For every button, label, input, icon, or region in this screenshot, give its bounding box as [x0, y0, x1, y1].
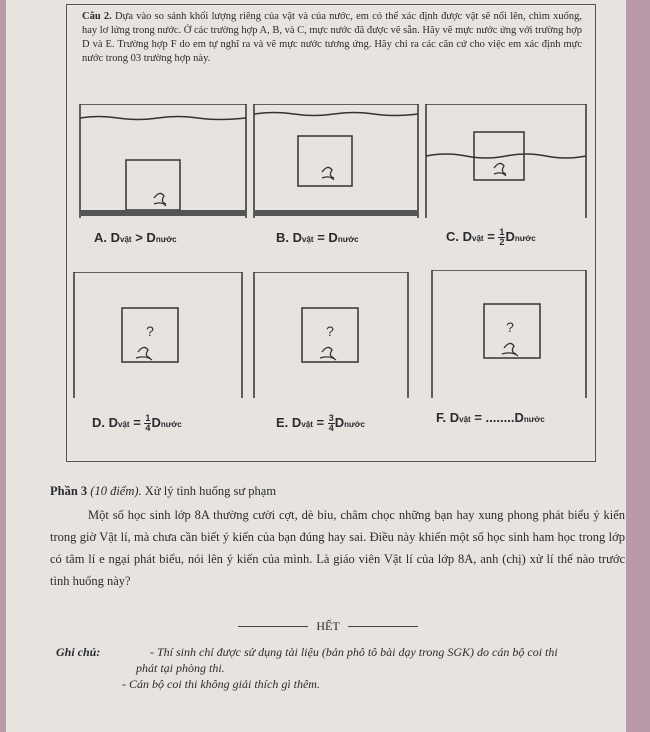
tank-f	[430, 270, 588, 398]
case-d-question-mark: ?	[146, 323, 154, 339]
part-3	[50, 480, 625, 592]
tank-b	[252, 104, 420, 218]
note-line-2: phát tại phòng thi.	[136, 661, 225, 675]
part-3-title: Phần 3	[50, 484, 88, 498]
label-case-c: C. Dvật = $\frac{1}{2}$ Dnước	[446, 227, 536, 247]
end-mark-text: HẾT	[316, 618, 340, 633]
question-2	[82, 10, 582, 66]
label-case-b: B. Dvật = Dnước	[276, 230, 359, 245]
exam-paper	[6, 0, 626, 732]
label-case-f: F. Dvật = ........Dnước	[436, 410, 545, 425]
question-2-number: Câu 2.	[82, 11, 112, 22]
label-case-e: E. Dvật = $\frac{3}{4}$ Dnước	[276, 413, 365, 433]
part-3-points: (10 điểm).	[90, 484, 142, 498]
note-line-3: - Cán bộ coi thi không giải thích gì thêm.	[122, 677, 320, 691]
part-3-body: Một số học sinh lớp 8A thường cười cợt, dè bỉu, châm chọc những bạn hay xung phong phát biểu ý kiến trong giờ Vật lí, mà chưa cần biết ý kiến của bạn đúng hay sai. Điều này khiến một số học sinh ham học trong lớp có tâm lí e ngại phát biểu, nói lên ý kiến của mình. Là giáo viên Vật lí của lớp 8A, anh (chị) xử lí thế nào trước tình huống này?	[50, 508, 625, 588]
tank-a	[78, 104, 248, 218]
tank-e	[252, 272, 410, 398]
note-label: Ghi chú:	[56, 645, 101, 659]
note-line-1: - Thí sinh chỉ được sử dụng tài liệu (bản phô tô bài dạy trong SGK) do cán bộ coi thi	[150, 645, 558, 659]
end-line-right	[348, 626, 418, 627]
end-line-left	[238, 626, 308, 627]
case-f-question-mark: ?	[506, 319, 514, 335]
tank-d	[72, 272, 244, 398]
case-e-question-mark: ?	[326, 323, 334, 339]
end-mark	[238, 616, 418, 636]
label-case-d: D. Dvật = $\frac{1}{4}$ Dnước	[92, 413, 182, 433]
question-2-text: Dựa vào so sánh khối lượng riêng của vật và của nước, em có thể xác định được vật sẽ nổi lên, chìm xuống, hay lơ lửng trong nước. Ở các trường hợp A, B, và C, mực nước đã được vẽ sẵn. Hãy vẽ mực nước ứng với trường hợp D và E. Trường hợp F do em tự nghĩ ra và vẽ mực nước tương ứng. Hãy chỉ ra các căn cứ cho việc em xác định mực nước trong 03 trường hợp này.	[82, 11, 583, 64]
part-3-heading	[50, 480, 625, 502]
label-case-a: A. Dvật > Dnước	[94, 230, 177, 245]
part-3-subtitle: Xử lý tình huống sư phạm	[144, 484, 277, 498]
tank-c	[424, 104, 588, 218]
